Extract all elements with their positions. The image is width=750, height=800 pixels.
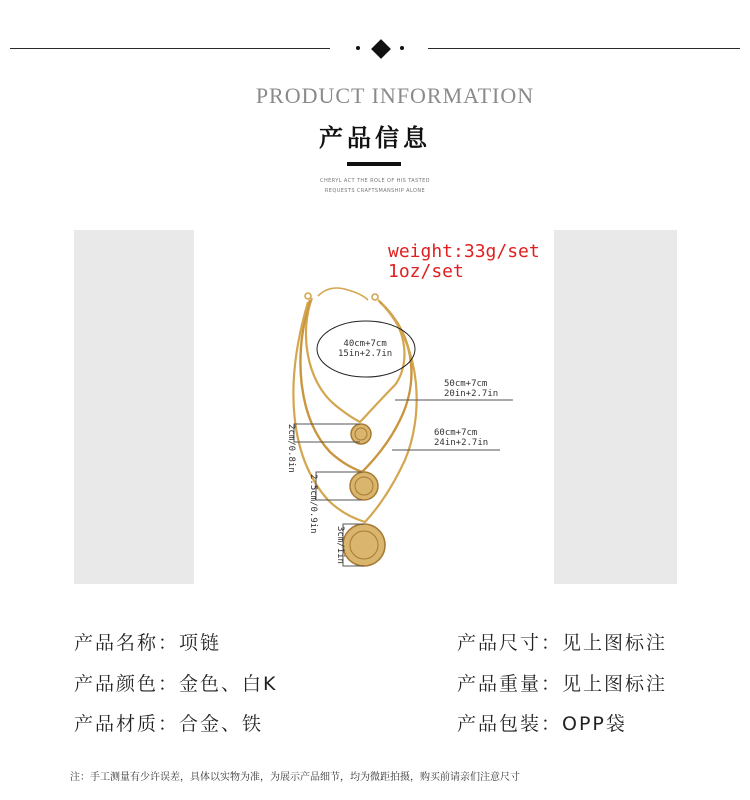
spec-packaging: 产品包装：OPP袋: [457, 713, 627, 735]
pendant-2-size: 2.5cm/0.9in: [308, 474, 318, 534]
chain-2-label: [444, 379, 498, 399]
title-chinese: 产品信息: [319, 124, 431, 152]
pendant-3: [343, 524, 385, 566]
pendant-1: [351, 424, 371, 444]
spec-material: 产品材质：合金、铁: [74, 713, 264, 735]
pendant-2: [350, 472, 378, 500]
spec-weight: 产品重量：见上图标注: [457, 673, 668, 695]
chain-3-label: [434, 428, 488, 448]
weight-line-2: 1oz/set: [388, 261, 464, 282]
weight-line-1: weight:33g/set: [388, 241, 540, 262]
footer-note: 注：手工测量有少许误差，具体以实物为准，为展示产品细节，均为微距拍摄，购买前请亲们注意尺寸: [70, 772, 520, 783]
chain-3-length-in: 24in+2.7in: [434, 438, 489, 448]
tagline-2: REQUESTS CRAFTSMANSHIP ALONE: [324, 188, 426, 194]
pendant-1-bracket: [294, 424, 360, 442]
spec-size: 产品尺寸：见上图标注: [457, 632, 668, 654]
pendant-3-size: 3cm/1in: [335, 526, 345, 564]
chain-1-length-in: 15in+2.7in: [338, 349, 393, 359]
extender-chain: [305, 288, 378, 300]
title-english: PRODUCT INFORMATION: [255, 83, 535, 108]
spec-color: 产品颜色：金色、白K: [74, 673, 278, 695]
pendant-1-size: 2cm/0.8in: [286, 424, 296, 473]
chain-3-length-cm: 60cm+7cm: [434, 428, 478, 438]
spec-name: 产品名称：项链: [74, 632, 222, 654]
chain-2-length-in: 20in+2.7in: [444, 389, 499, 399]
tagline-1: CHERYL ACT THE ROLE OF HIS TASTED: [320, 178, 430, 184]
chain-1-label: [338, 339, 392, 359]
chain-1-length-cm: 40cm+7cm: [343, 339, 387, 349]
chain-2-length-cm: 50cm+7cm: [444, 379, 488, 389]
